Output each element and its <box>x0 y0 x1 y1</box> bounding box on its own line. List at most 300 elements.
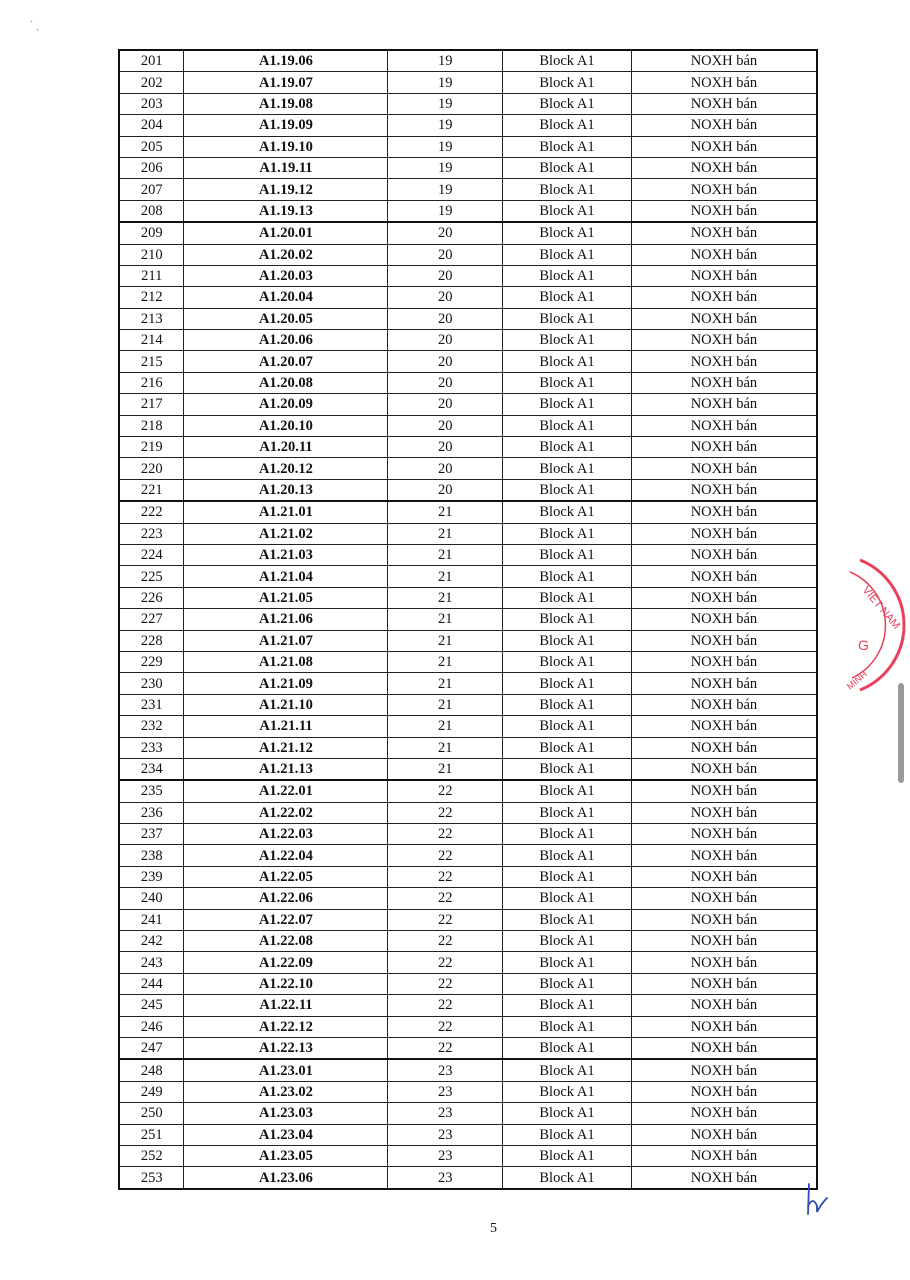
row-number: 201 <box>119 50 184 72</box>
floor: 21 <box>388 673 503 694</box>
unit-code: A1.19.09 <box>184 115 388 136</box>
table-row <box>119 630 817 651</box>
svg-text:G: G <box>858 637 869 653</box>
page-number: 5 <box>490 1221 497 1236</box>
unit-code: A1.21.08 <box>184 651 388 672</box>
unit-code: A1.21.11 <box>184 716 388 737</box>
unit-code: A1.21.13 <box>184 758 388 780</box>
scan-specks: ˙ ˎ <box>30 20 40 31</box>
row-number: 227 <box>119 609 184 630</box>
block: Block A1 <box>503 909 632 930</box>
row-number: 242 <box>119 931 184 952</box>
row-number: 251 <box>119 1124 184 1145</box>
row-number: 215 <box>119 351 184 372</box>
unit-code: A1.22.11 <box>184 995 388 1016</box>
floor: 19 <box>388 72 503 93</box>
row-number: 233 <box>119 737 184 758</box>
table-row <box>119 458 817 479</box>
row-number: 247 <box>119 1037 184 1059</box>
row-number: 235 <box>119 780 184 802</box>
floor: 20 <box>388 394 503 415</box>
block: Block A1 <box>503 287 632 308</box>
unit-type: NOXH bán <box>631 824 817 845</box>
unit-type: NOXH bán <box>631 780 817 802</box>
table-row <box>119 1103 817 1124</box>
unit-code: A1.21.04 <box>184 566 388 587</box>
row-number: 225 <box>119 566 184 587</box>
floor: 20 <box>388 287 503 308</box>
unit-type: NOXH bán <box>631 716 817 737</box>
unit-type: NOXH bán <box>631 1059 817 1081</box>
floor: 20 <box>388 244 503 265</box>
block: Block A1 <box>503 372 632 393</box>
unit-code: A1.19.08 <box>184 93 388 114</box>
unit-code: A1.19.07 <box>184 72 388 93</box>
unit-code: A1.22.09 <box>184 952 388 973</box>
block: Block A1 <box>503 845 632 866</box>
block: Block A1 <box>503 244 632 265</box>
block: Block A1 <box>503 394 632 415</box>
svg-text:MINH: MINH <box>844 669 869 692</box>
block: Block A1 <box>503 737 632 758</box>
unit-code: A1.20.01 <box>184 222 388 244</box>
block: Block A1 <box>503 1081 632 1102</box>
unit-type: NOXH bán <box>631 1145 817 1166</box>
row-number: 230 <box>119 673 184 694</box>
unit-code: A1.23.02 <box>184 1081 388 1102</box>
floor: 22 <box>388 888 503 909</box>
floor: 19 <box>388 50 503 72</box>
unit-code: A1.20.11 <box>184 437 388 458</box>
floor: 21 <box>388 566 503 587</box>
unit-type: NOXH bán <box>631 1103 817 1124</box>
unit-type: NOXH bán <box>631 587 817 608</box>
table-row <box>119 1081 817 1102</box>
floor: 19 <box>388 115 503 136</box>
unit-code: A1.22.12 <box>184 1016 388 1037</box>
unit-code: A1.19.11 <box>184 157 388 178</box>
unit-code: A1.21.06 <box>184 609 388 630</box>
floor: 19 <box>388 136 503 157</box>
floor: 22 <box>388 973 503 994</box>
table-row <box>119 973 817 994</box>
floor: 20 <box>388 415 503 436</box>
floor: 22 <box>388 909 503 930</box>
floor: 21 <box>388 651 503 672</box>
unit-type: NOXH bán <box>631 93 817 114</box>
block: Block A1 <box>503 973 632 994</box>
signature <box>803 1180 833 1225</box>
block: Block A1 <box>503 802 632 823</box>
row-number: 205 <box>119 136 184 157</box>
unit-type: NOXH bán <box>631 888 817 909</box>
table-row <box>119 802 817 823</box>
floor: 22 <box>388 1037 503 1059</box>
unit-code: A1.23.01 <box>184 1059 388 1081</box>
block: Block A1 <box>503 609 632 630</box>
floor: 20 <box>388 351 503 372</box>
block: Block A1 <box>503 758 632 780</box>
block: Block A1 <box>503 995 632 1016</box>
row-number: 210 <box>119 244 184 265</box>
unit-type: NOXH bán <box>631 1124 817 1145</box>
block: Block A1 <box>503 415 632 436</box>
table-row <box>119 415 817 436</box>
unit-code: A1.22.05 <box>184 866 388 887</box>
table-row <box>119 931 817 952</box>
floor: 20 <box>388 437 503 458</box>
table-row <box>119 72 817 93</box>
table-row <box>119 1016 817 1037</box>
table-row <box>119 651 817 672</box>
unit-code: A1.19.10 <box>184 136 388 157</box>
floor: 23 <box>388 1124 503 1145</box>
unit-code: A1.19.13 <box>184 200 388 222</box>
table-row <box>119 566 817 587</box>
floor: 21 <box>388 523 503 544</box>
row-number: 229 <box>119 651 184 672</box>
floor: 21 <box>388 501 503 523</box>
unit-type: NOXH bán <box>631 222 817 244</box>
unit-type: NOXH bán <box>631 1016 817 1037</box>
row-number: 213 <box>119 308 184 329</box>
svg-text:VIET NAM: VIET NAM <box>859 584 903 632</box>
floor: 19 <box>388 157 503 178</box>
unit-code: A1.22.07 <box>184 909 388 930</box>
unit-type: NOXH bán <box>631 673 817 694</box>
unit-code: A1.19.12 <box>184 179 388 200</box>
floor: 23 <box>388 1103 503 1124</box>
row-number: 248 <box>119 1059 184 1081</box>
unit-type: NOXH bán <box>631 1037 817 1059</box>
block: Block A1 <box>503 931 632 952</box>
unit-type: NOXH bán <box>631 157 817 178</box>
block: Block A1 <box>503 1059 632 1081</box>
block: Block A1 <box>503 179 632 200</box>
row-number: 241 <box>119 909 184 930</box>
block: Block A1 <box>503 136 632 157</box>
floor: 19 <box>388 93 503 114</box>
unit-type: NOXH bán <box>631 952 817 973</box>
floor: 22 <box>388 931 503 952</box>
block: Block A1 <box>503 1037 632 1059</box>
block: Block A1 <box>503 566 632 587</box>
table-row <box>119 952 817 973</box>
floor: 21 <box>388 609 503 630</box>
floor: 19 <box>388 200 503 222</box>
block: Block A1 <box>503 157 632 178</box>
table-row <box>119 157 817 178</box>
unit-code: A1.20.09 <box>184 394 388 415</box>
table-row <box>119 308 817 329</box>
floor: 21 <box>388 758 503 780</box>
table-row <box>119 1037 817 1059</box>
table-row <box>119 716 817 737</box>
table-row <box>119 1059 817 1081</box>
block: Block A1 <box>503 50 632 72</box>
table-row <box>119 372 817 393</box>
row-number: 203 <box>119 93 184 114</box>
unit-type: NOXH bán <box>631 351 817 372</box>
row-number: 232 <box>119 716 184 737</box>
row-number: 252 <box>119 1145 184 1166</box>
unit-code: A1.21.05 <box>184 587 388 608</box>
table-row <box>119 824 817 845</box>
row-number: 246 <box>119 1016 184 1037</box>
floor: 23 <box>388 1145 503 1166</box>
table-row <box>119 523 817 544</box>
row-number: 231 <box>119 694 184 715</box>
unit-code: A1.20.02 <box>184 244 388 265</box>
table-row <box>119 93 817 114</box>
unit-code: A1.22.13 <box>184 1037 388 1059</box>
row-number: 207 <box>119 179 184 200</box>
table-row <box>119 394 817 415</box>
row-number: 214 <box>119 330 184 351</box>
unit-code: A1.23.04 <box>184 1124 388 1145</box>
unit-code: A1.21.01 <box>184 501 388 523</box>
floor: 21 <box>388 587 503 608</box>
block: Block A1 <box>503 93 632 114</box>
table-row <box>119 1145 817 1166</box>
unit-code: A1.21.10 <box>184 694 388 715</box>
row-number: 250 <box>119 1103 184 1124</box>
row-number: 240 <box>119 888 184 909</box>
row-number: 226 <box>119 587 184 608</box>
floor: 22 <box>388 1016 503 1037</box>
unit-type: NOXH bán <box>631 115 817 136</box>
unit-code: A1.21.07 <box>184 630 388 651</box>
row-number: 238 <box>119 845 184 866</box>
floor: 22 <box>388 866 503 887</box>
block: Block A1 <box>503 523 632 544</box>
floor: 21 <box>388 716 503 737</box>
table-row <box>119 1167 817 1189</box>
floor: 22 <box>388 845 503 866</box>
unit-type: NOXH bán <box>631 866 817 887</box>
unit-code: A1.20.03 <box>184 265 388 286</box>
floor: 22 <box>388 952 503 973</box>
block: Block A1 <box>503 544 632 565</box>
row-number: 245 <box>119 995 184 1016</box>
row-number: 253 <box>119 1167 184 1189</box>
block: Block A1 <box>503 651 632 672</box>
block: Block A1 <box>503 501 632 523</box>
block: Block A1 <box>503 587 632 608</box>
table-row <box>119 888 817 909</box>
row-number: 217 <box>119 394 184 415</box>
block: Block A1 <box>503 222 632 244</box>
apartment-table <box>118 49 818 1190</box>
block: Block A1 <box>503 200 632 222</box>
unit-type: NOXH bán <box>631 609 817 630</box>
table-row <box>119 1124 817 1145</box>
unit-type: NOXH bán <box>631 544 817 565</box>
block: Block A1 <box>503 479 632 501</box>
unit-type: NOXH bán <box>631 372 817 393</box>
floor: 20 <box>388 330 503 351</box>
floor: 20 <box>388 372 503 393</box>
unit-type: NOXH bán <box>631 330 817 351</box>
row-number: 206 <box>119 157 184 178</box>
unit-type: NOXH bán <box>631 479 817 501</box>
row-number: 211 <box>119 265 184 286</box>
table-row <box>119 479 817 501</box>
floor: 22 <box>388 995 503 1016</box>
unit-type: NOXH bán <box>631 200 817 222</box>
table-row <box>119 845 817 866</box>
row-number: 223 <box>119 523 184 544</box>
unit-type: NOXH bán <box>631 1081 817 1102</box>
table-row <box>119 587 817 608</box>
unit-type: NOXH bán <box>631 1167 817 1189</box>
unit-code: A1.22.08 <box>184 931 388 952</box>
table-row <box>119 179 817 200</box>
row-number: 224 <box>119 544 184 565</box>
row-number: 243 <box>119 952 184 973</box>
block: Block A1 <box>503 1167 632 1189</box>
block: Block A1 <box>503 308 632 329</box>
row-number: 249 <box>119 1081 184 1102</box>
unit-code: A1.21.09 <box>184 673 388 694</box>
unit-type: NOXH bán <box>631 630 817 651</box>
unit-type: NOXH bán <box>631 72 817 93</box>
block: Block A1 <box>503 824 632 845</box>
unit-type: NOXH bán <box>631 265 817 286</box>
table-row <box>119 115 817 136</box>
table-row <box>119 694 817 715</box>
floor: 22 <box>388 780 503 802</box>
unit-type: NOXH bán <box>631 931 817 952</box>
floor: 19 <box>388 179 503 200</box>
row-number: 236 <box>119 802 184 823</box>
floor: 20 <box>388 479 503 501</box>
block: Block A1 <box>503 1145 632 1166</box>
floor: 20 <box>388 458 503 479</box>
floor: 23 <box>388 1059 503 1081</box>
unit-code: A1.23.05 <box>184 1145 388 1166</box>
unit-code: A1.22.06 <box>184 888 388 909</box>
block: Block A1 <box>503 866 632 887</box>
unit-type: NOXH bán <box>631 179 817 200</box>
unit-type: NOXH bán <box>631 458 817 479</box>
unit-type: NOXH bán <box>631 995 817 1016</box>
unit-type: NOXH bán <box>631 136 817 157</box>
unit-type: NOXH bán <box>631 394 817 415</box>
unit-code: A1.20.04 <box>184 287 388 308</box>
unit-type: NOXH bán <box>631 523 817 544</box>
scrollbar[interactable] <box>898 683 904 783</box>
row-number: 216 <box>119 372 184 393</box>
unit-type: NOXH bán <box>631 566 817 587</box>
block: Block A1 <box>503 630 632 651</box>
table-row <box>119 330 817 351</box>
unit-type: NOXH bán <box>631 437 817 458</box>
table-row <box>119 544 817 565</box>
unit-code: A1.20.05 <box>184 308 388 329</box>
table-row <box>119 758 817 780</box>
block: Block A1 <box>503 694 632 715</box>
block: Block A1 <box>503 716 632 737</box>
unit-code: A1.20.07 <box>184 351 388 372</box>
row-number: 204 <box>119 115 184 136</box>
row-number: 202 <box>119 72 184 93</box>
unit-code: A1.20.10 <box>184 415 388 436</box>
floor: 21 <box>388 630 503 651</box>
table-row <box>119 437 817 458</box>
unit-code: A1.22.04 <box>184 845 388 866</box>
table-row <box>119 909 817 930</box>
floor: 23 <box>388 1081 503 1102</box>
row-number: 239 <box>119 866 184 887</box>
table-row <box>119 737 817 758</box>
unit-type: NOXH bán <box>631 287 817 308</box>
row-number: 234 <box>119 758 184 780</box>
block: Block A1 <box>503 330 632 351</box>
unit-code: A1.22.03 <box>184 824 388 845</box>
unit-code: A1.21.02 <box>184 523 388 544</box>
table-row <box>119 995 817 1016</box>
unit-type: NOXH bán <box>631 909 817 930</box>
floor: 21 <box>388 544 503 565</box>
unit-type: NOXH bán <box>631 737 817 758</box>
row-number: 219 <box>119 437 184 458</box>
table-row <box>119 866 817 887</box>
floor: 23 <box>388 1167 503 1189</box>
unit-type: NOXH bán <box>631 308 817 329</box>
block: Block A1 <box>503 780 632 802</box>
block: Block A1 <box>503 888 632 909</box>
row-number: 220 <box>119 458 184 479</box>
unit-type: NOXH bán <box>631 802 817 823</box>
unit-type: NOXH bán <box>631 415 817 436</box>
row-number: 208 <box>119 200 184 222</box>
red-stamp <box>840 550 910 705</box>
block: Block A1 <box>503 351 632 372</box>
table-row <box>119 609 817 630</box>
table-row <box>119 265 817 286</box>
row-number: 212 <box>119 287 184 308</box>
unit-code: A1.22.02 <box>184 802 388 823</box>
row-number: 221 <box>119 479 184 501</box>
unit-type: NOXH bán <box>631 651 817 672</box>
floor: 22 <box>388 824 503 845</box>
unit-code: A1.23.06 <box>184 1167 388 1189</box>
unit-code: A1.19.06 <box>184 50 388 72</box>
block: Block A1 <box>503 115 632 136</box>
block: Block A1 <box>503 437 632 458</box>
unit-code: A1.20.12 <box>184 458 388 479</box>
table-row <box>119 287 817 308</box>
unit-type: NOXH bán <box>631 50 817 72</box>
unit-code: A1.21.12 <box>184 737 388 758</box>
floor: 20 <box>388 222 503 244</box>
block: Block A1 <box>503 952 632 973</box>
table-row <box>119 50 817 72</box>
unit-code: A1.21.03 <box>184 544 388 565</box>
row-number: 218 <box>119 415 184 436</box>
unit-code: A1.22.10 <box>184 973 388 994</box>
floor: 20 <box>388 265 503 286</box>
floor: 21 <box>388 694 503 715</box>
block: Block A1 <box>503 72 632 93</box>
block: Block A1 <box>503 265 632 286</box>
table-row <box>119 244 817 265</box>
floor: 21 <box>388 737 503 758</box>
block: Block A1 <box>503 1124 632 1145</box>
unit-type: NOXH bán <box>631 501 817 523</box>
floor: 22 <box>388 802 503 823</box>
